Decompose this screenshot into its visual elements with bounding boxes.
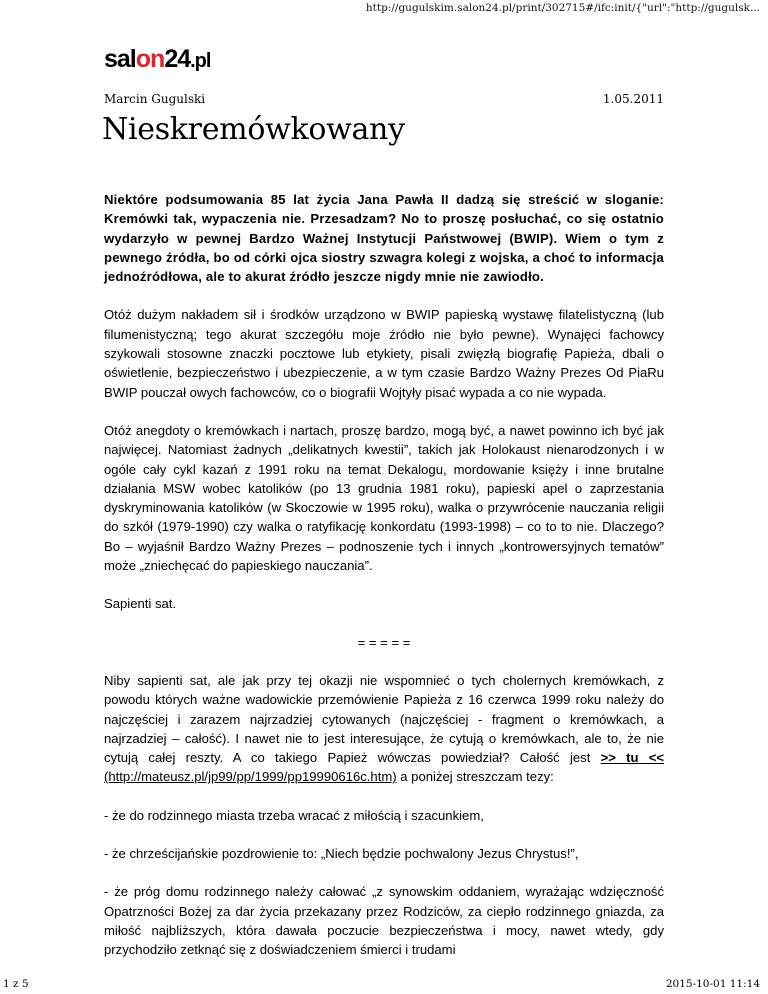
publish-date: 1.05.2011 (602, 92, 664, 106)
list-item: - że próg domu rodzinnego należy całować „z synowskim oddaniem, wyrażając wdzięczność Opatrzności Bożej za dar życia przekazany przez Rodziców, za ciepło rodzinnego gniazda, za miłość najbliższych, która dawała poczucie bezpieczeństwa i mocy, nawet wtedy, gdy przychodziło zetknąć się z doświadczeniem śmierci i trudami (104, 884, 664, 958)
source-link[interactable]: >> tu << (600, 750, 664, 766)
author-name: Marcin Gugulski (104, 92, 206, 106)
paragraph: Sapienti sat. (104, 596, 177, 612)
paragraph: Otóż anegdoty o kremówkach i nartach, proszę bardzo, mogą być, a nawet powinno ich być jak najwięcej. Natomiast żadnych „delikatnych kwestii”, takich jak Holokaust nienarodzonych i w ogóle cały cykl kazań z 1991 roku na temat Dekalogu, mordowanie księży i inne brutalne działania MSW wobec katolików (po 13 grudnia 1981 roku), papieski apel o zaprzestania dyskryminowania katolików (w Skoczowie w 1995 roku), walka o przywrócenie nauczania religii do szkół (1979-1990) czy walka o ratyfikację konkordatu (1993-1998) – co to to nie. Dlaczego? Bo – wyjaśnił Bardzo Ważny Prezes – podnoszenie tych i innych „kontrowersyjnych tematów” może „zniechęcać do papieskiego nauczania”. (104, 422, 664, 574)
print-url: http://gugulskim.salon24.pl/print/302715#/ifc:init/{"url":"http://gugulsk... (365, 2, 760, 14)
logo-text-sal: sal (104, 45, 136, 73)
paragraph-text: a poniżej streszczam tezy: (396, 769, 554, 785)
list-item: - że chrześcijańskie pozdrowienie to: „Niech będzie pochwalony Jezus Chrystus!”, (104, 846, 579, 862)
salon24-logo[interactable] (104, 44, 210, 76)
logo-text-24: 24 (164, 45, 191, 73)
article-title: Nieskremówkowany (102, 112, 405, 147)
section-separator: = = = = = (357, 634, 411, 650)
logo-text-on: on (135, 45, 165, 73)
paragraph-text: Niby sapienti sat, ale jak przy tej okazji nie wspomnieć o tych cholernych kremówkach, z powodu których ważne wadowickie przemówienie Papieża z 16 czerwca 1999 roku należy do najczęściej i zarazem najrzadziej cytowanych (najczęściej - fragment o kremówkach, a najrzadziej – całość). I nawet nie to jest interesujące, że cytują o kremówkach, ale to, że nie cytują całej reszty. A co takiego Papież wówczas powiedział? Całość jest (104, 672, 664, 766)
article-body (104, 190, 664, 979)
logo-text-pl: .pl (190, 50, 211, 72)
paragraph (104, 671, 664, 787)
print-datetime: 2015-10-01 11:14 (665, 978, 760, 990)
article-lead: Niektóre podsumowania 85 lat życia Jana Pawła II dadzą się streścić w sloganie: Kremówki tak, wypaczenia nie. Przesadzam? No to proszę posłuchać, co się ostatnio wydarzyło w pewnej Bardzo Ważnej Instytucji Państwowej (BWIP). Wiem o tym z pewnego źródła, bo od córki ojca siostry szwagra kolegi z wojska, a choć to informacja jednoźródłowa, ale to akurat źródło jeszcze nigdy mnie nie zawiodło. (104, 192, 664, 285)
list-item: - że do rodzinnego miasta trzeba wracać z miłością i szacunkiem, (104, 807, 484, 823)
source-url-link[interactable]: (http://mateusz.pl/jp99/pp/1999/pp19990616c.htm) (104, 769, 397, 785)
paragraph: Otóż dużym nakładem sił i środków urządzono w BWIP papieską wystawę filatelistyczną (lub filumenistyczną; tego akurat szczegółu moje źródło nie było pewne). Wynajęci fachowcy szykowali stosowne znaczki pocztowe lub etykiety, pisali zwięzłą biografię Papieża, dbali o oświetlenie, bezpieczeństwo i ubezpieczenie, a w tym czasie Bardzo Ważny Prezes Od PiaRu BWIP pouczał owych fachowców, co o biografii Wojtyły pisać wypada a co nie wypada. (104, 307, 664, 400)
page-number: 1 z 5 (3, 978, 29, 990)
